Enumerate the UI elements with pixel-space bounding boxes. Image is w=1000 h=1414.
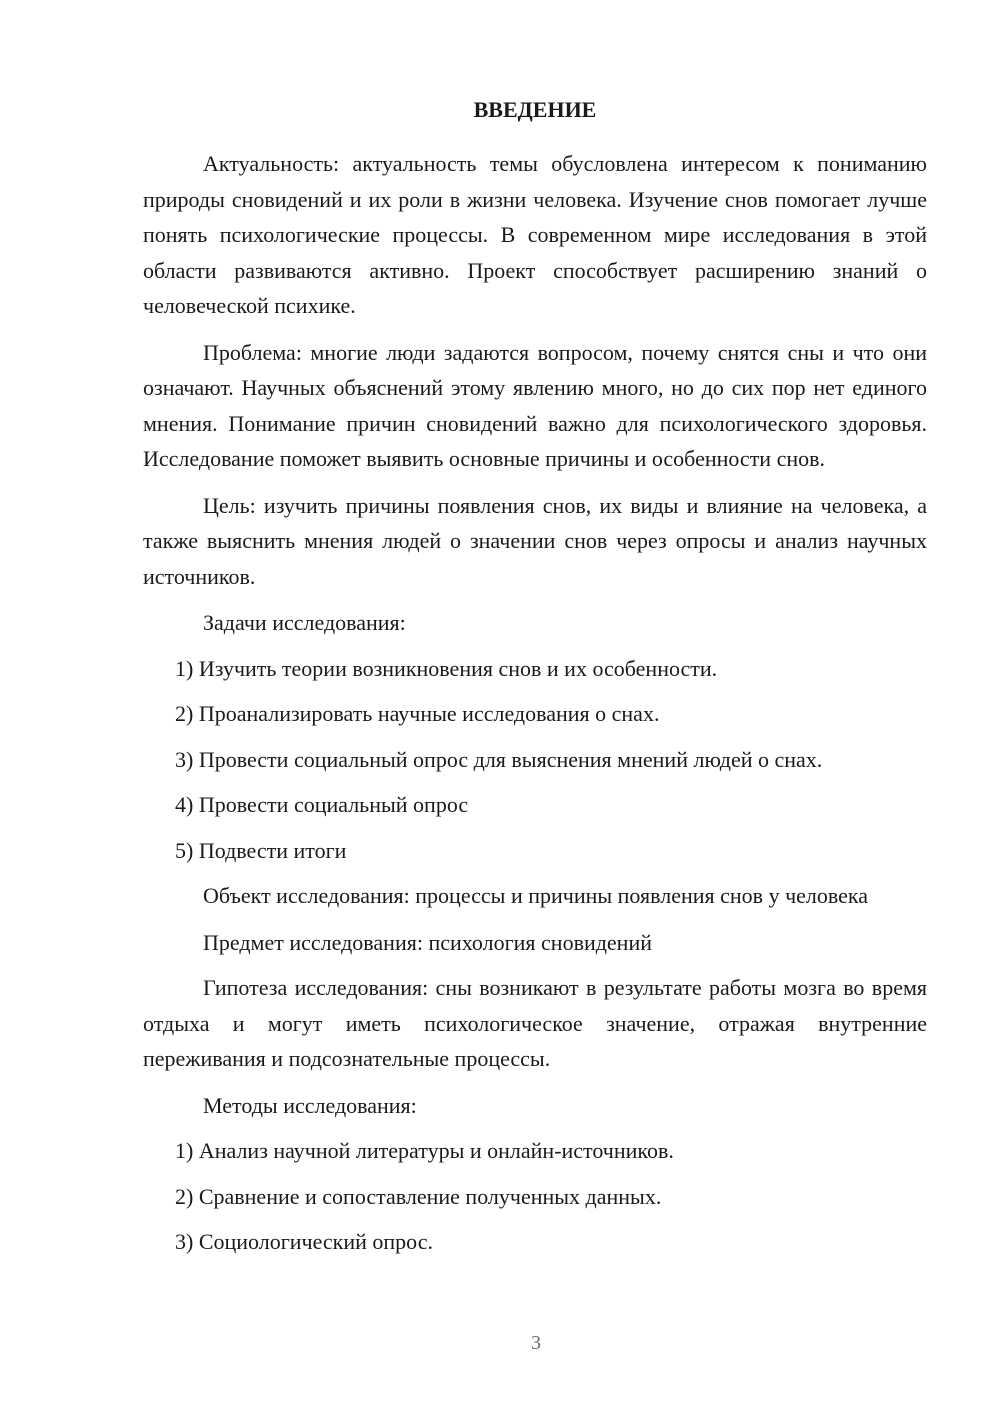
page-number: 3: [531, 1332, 541, 1354]
task-item: 2) Проанализировать научные исследования о снах.: [175, 701, 660, 726]
tasks-label: Задачи исследования:: [203, 610, 406, 635]
methods-label: Методы исследования:: [203, 1092, 417, 1118]
method-item: 2) Сравнение и сопоставление полученных данных.: [175, 1183, 662, 1209]
hypothesis-paragraph: Гипотеза исследования: сны возникают в результате работы мозга во время отдыха и могут иметь психологическое значение, отражая внутренние переживания и подсознательные процессы.: [143, 975, 927, 1071]
goal-paragraph: Цель: изучить причины появления снов, их виды и влияние на человека, а также выяснить мнения людей о значении снов через опросы и анализ научных источников.: [143, 492, 927, 589]
tasks-list: [143, 651, 927, 869]
method-item: 3) Социологический опрос.: [175, 1229, 433, 1254]
relevance-paragraph: Актуальность: актуальность темы обусловлена интересом к пониманию природы сновидений и их роли в жизни человека. Изучение снов помогает лучше понять психологические процессы. В современном мире исследования в этой области развиваются активно. Проект способствует расширению знаний о человеческой психике.: [143, 151, 927, 318]
section-heading: ВВЕДЕНИЕ: [473, 97, 597, 122]
method-item: 1) Анализ научной литературы и онлайн-источников.: [175, 1138, 674, 1163]
object-paragraph: Объект исследования: процессы и причины появления снов у человека: [203, 883, 869, 908]
subject-paragraph: Предмет исследования: психология сновидений: [203, 929, 653, 955]
task-item: 5) Подвести итоги: [175, 837, 347, 863]
document-page: [143, 92, 927, 1270]
task-item: 3) Провести социальный опрос для выяснения мнений людей о снах.: [175, 746, 823, 772]
problem-paragraph: Проблема: многие люди задаются вопросом, почему снятся сны и что они означают. Научных объяснений этому явлению много, но до сих пор нет единого мнения. Понимание причин сновидений важно для психологического здоровья. Исследование поможет выявить основные причины и особенности снов.: [143, 339, 927, 471]
methods-list: [143, 1133, 927, 1260]
task-item: 4) Провести социальный опрос: [175, 792, 469, 817]
task-item: 1) Изучить теории возникновения снов и их особенности.: [175, 655, 718, 681]
